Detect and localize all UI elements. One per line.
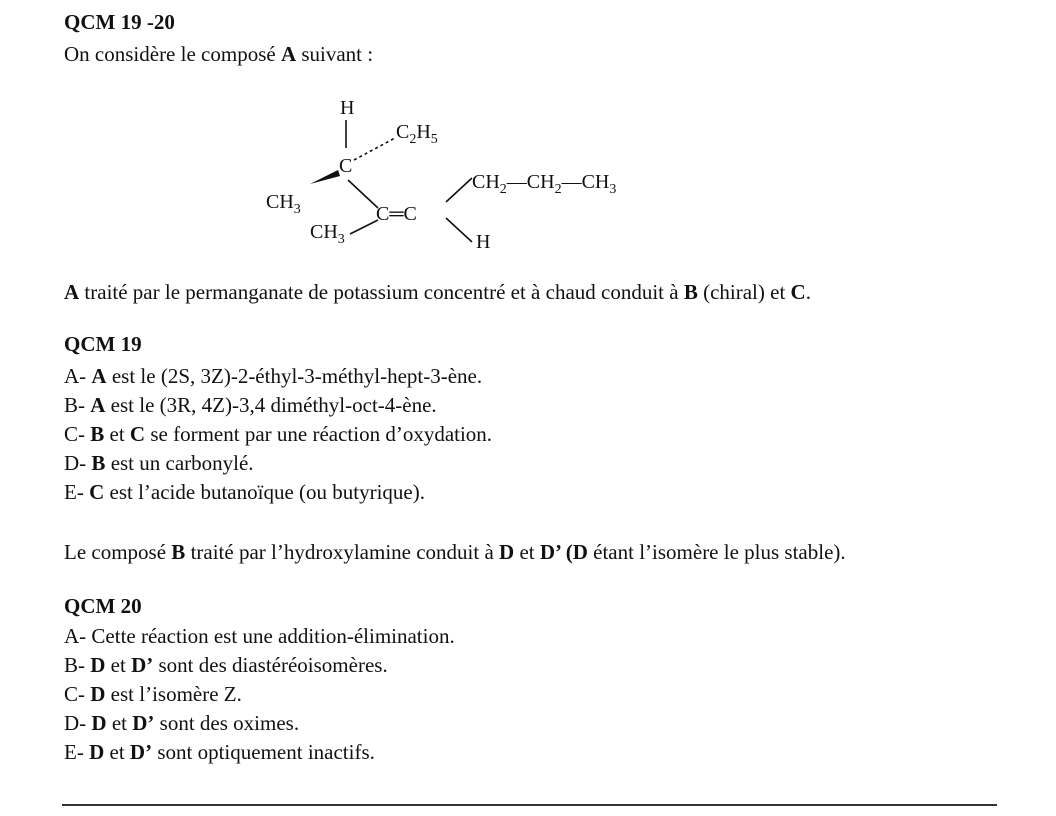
intro-compound-label: A xyxy=(280,42,297,66)
reaction2-text-4: étant l’isomère le plus stable). xyxy=(587,540,846,564)
mol-center-c: C xyxy=(339,155,353,177)
option-bold-2: D’ xyxy=(132,711,155,735)
option-bold-2: D’ xyxy=(129,740,153,764)
option-bold-1: D xyxy=(90,682,106,706)
option-text-2: sont optiquement inactifs. xyxy=(152,740,375,764)
option-text-1: est un carbonylé. xyxy=(105,451,254,475)
option-text-1: est l’isomère Z. xyxy=(105,682,242,706)
intro-prefix: On considère le composé xyxy=(64,42,281,66)
bond-wedge-ch3 xyxy=(310,170,340,184)
option-bold-1: A xyxy=(91,364,107,388)
bond-ch3-lower xyxy=(350,220,378,234)
option-letter: D- xyxy=(64,451,92,475)
reaction2-compound-d: D xyxy=(499,540,515,564)
qcm-header-title: QCM 19 -20 xyxy=(64,10,175,34)
reaction1-text-1: traité par le permanganate de potassium concentré et à chaud conduit à xyxy=(79,280,684,304)
option-letter: C- xyxy=(64,682,91,706)
option-letter: D- xyxy=(64,711,92,735)
option-bold-1: D xyxy=(90,653,106,677)
reaction1-line xyxy=(64,278,811,307)
mol-top-h: H xyxy=(340,97,355,119)
qcm20-option-c xyxy=(64,680,242,709)
qcm20-option-d xyxy=(64,709,299,738)
reaction2-text-2: traité par l’hydroxylamine conduit à xyxy=(185,540,500,564)
qcm19-option-d xyxy=(64,449,254,478)
qcm19-option-c xyxy=(64,420,492,449)
option-bold-1: D xyxy=(91,711,107,735)
qcm20-option-e xyxy=(64,738,375,767)
mol-bottom-h: H xyxy=(476,231,491,253)
reaction1-text-2: (chiral) et xyxy=(697,280,791,304)
option-text-1: et xyxy=(104,422,130,446)
option-bold-1: A xyxy=(90,393,106,417)
reaction1-period: . xyxy=(805,280,811,304)
mol-chain: $CH_2—CH_2—CH_3$ xyxy=(472,171,617,197)
bottom-divider xyxy=(62,804,997,806)
option-text-1: et xyxy=(105,653,132,677)
mol-double-bond: C═C xyxy=(376,203,417,225)
option-text-1: est l’acide butanoïque (ou butyrique). xyxy=(104,480,425,504)
option-letter: E- xyxy=(64,740,90,764)
option-letter: A- xyxy=(64,624,92,648)
bond-dashed-ethyl xyxy=(354,138,395,160)
bond-to-chain xyxy=(446,178,472,202)
qcm20-option-a xyxy=(64,622,455,651)
option-letter: C- xyxy=(64,422,91,446)
qcm19-option-a xyxy=(64,362,482,391)
qcm20-option-b xyxy=(64,651,388,680)
option-text-1: et xyxy=(106,711,133,735)
bond-c-to-alkene xyxy=(348,180,378,208)
reaction2-text-3: et xyxy=(514,540,540,564)
option-bold-1: B xyxy=(90,422,105,446)
option-letter: A- xyxy=(64,364,92,388)
option-text-2: sont des oximes. xyxy=(154,711,300,735)
qcm19-option-b xyxy=(64,391,437,420)
reaction2-text-1: Le composé xyxy=(64,540,172,564)
option-letter: B- xyxy=(64,653,91,677)
qcm19-title: QCM 19 xyxy=(64,332,142,356)
intro-suffix: suivant : xyxy=(296,42,374,66)
mol-ch3-left: $CH_3$ xyxy=(266,191,301,217)
qcm20-title: QCM 20 xyxy=(64,594,142,618)
intro-line xyxy=(64,40,373,69)
option-text-1: et xyxy=(104,740,130,764)
reaction2-line xyxy=(64,538,846,567)
option-text-2: sont des diastéréoisomères. xyxy=(153,653,388,677)
reaction1-compound-a: A xyxy=(64,280,80,304)
option-letter: B- xyxy=(64,393,91,417)
option-bold-1: C xyxy=(89,480,105,504)
reaction1-compound-c: C xyxy=(790,280,806,304)
option-bold-1: D xyxy=(89,740,105,764)
option-bold-2: D’ xyxy=(131,653,154,677)
option-text-1: Cette réaction est une addition-élimination. xyxy=(91,624,455,648)
reaction1-compound-b: B xyxy=(683,280,698,304)
compound-a-structure xyxy=(250,90,670,255)
mol-ch3-lower: $CH_3$ xyxy=(310,221,345,247)
option-text-1: est le (2S, 3Z)-2-éthyl-3-méthyl-hept-3-ène. xyxy=(106,364,483,388)
reaction2-compound-b: B xyxy=(171,540,186,564)
mol-ethyl: $C_2H_5$ xyxy=(396,121,438,147)
option-bold-2: C xyxy=(129,422,146,446)
reaction2-compound-dprime: D’ (D xyxy=(539,540,588,564)
option-letter: E- xyxy=(64,480,90,504)
qcm19-option-e xyxy=(64,478,425,507)
option-bold-1: B xyxy=(91,451,106,475)
option-text-1: est le (3R, 4Z)-3,4 diméthyl-oct-4-ène. xyxy=(105,393,437,417)
option-text-2: se forment par une réaction d’oxydation. xyxy=(145,422,493,446)
bond-to-bottom-h xyxy=(446,218,472,242)
